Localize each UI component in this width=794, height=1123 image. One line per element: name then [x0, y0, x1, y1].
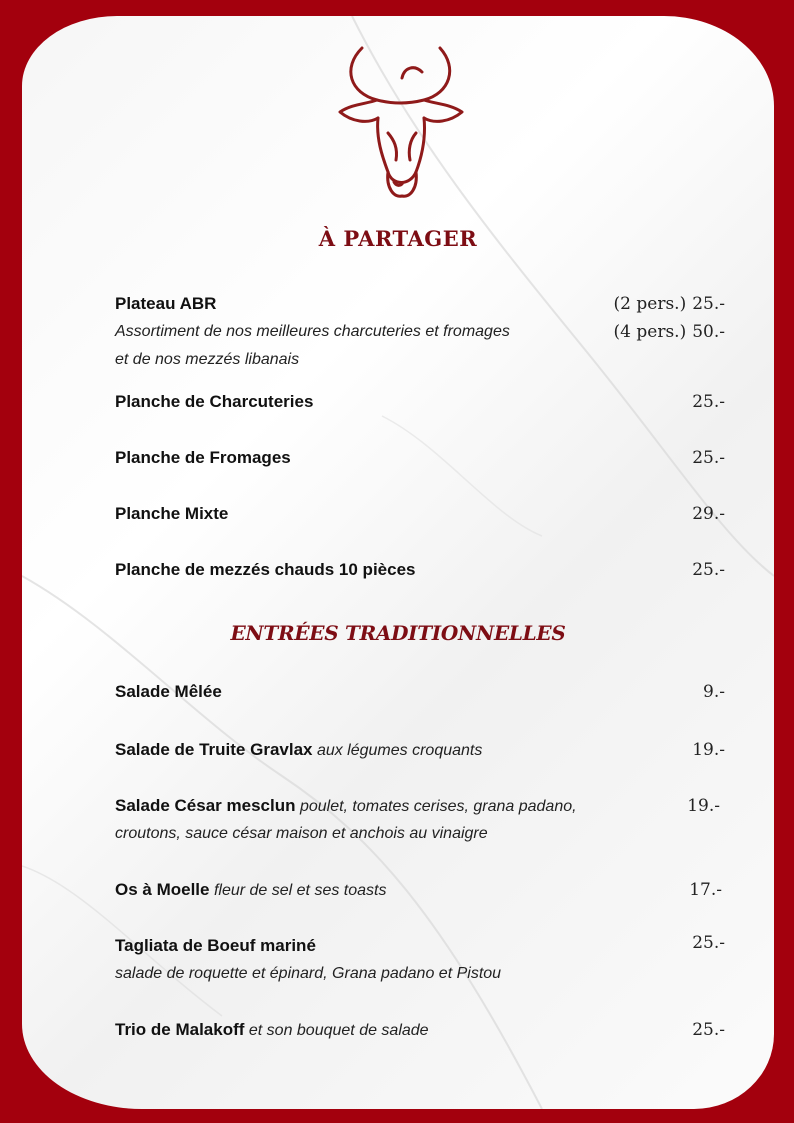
item-description: fleur de sel et ses toasts [213, 882, 387, 899]
item-price: 9.- [703, 682, 725, 702]
menu-item-tagliata [115, 932, 725, 988]
menu-card [22, 16, 774, 1109]
item-name: Plateau ABR [115, 294, 217, 313]
item-name: Planche de Charcuteries [115, 392, 314, 411]
item-name: Tagliata de Boeuf mariné [115, 936, 316, 955]
item-name: Planche de Fromages [115, 448, 291, 467]
menu-item-planche-charcuteries [115, 388, 725, 416]
item-description: poulet, tomates cerises, grana padano, [299, 798, 577, 815]
item-price: 29.- [692, 504, 725, 524]
bull-head-line-art-icon [332, 38, 468, 208]
item-name: Planche de mezzés chauds 10 pièces [115, 560, 416, 579]
item-price: (2 pers.) 25.- [613, 294, 725, 314]
section-title-a-partager: À PARTAGER [318, 226, 478, 251]
item-name: Trio de Malakoff [115, 1020, 245, 1039]
menu-item-salade-melee [115, 678, 725, 706]
item-price: 19.- [692, 740, 725, 760]
menu-item-salade-truite [115, 736, 725, 764]
menu-item-planche-mixte [115, 500, 725, 528]
item-price: 25.- [692, 448, 725, 468]
menu-item-plateau-abr [115, 290, 725, 374]
item-description: aux légumes croquants [316, 742, 483, 759]
item-description: et son bouquet de salade [248, 1022, 429, 1039]
item-name: Salade César mesclun [115, 796, 296, 815]
section-title-entrees: ENTRÉES TRADITIONNELLES [230, 621, 566, 645]
item-name: Salade Mêlée [115, 682, 222, 701]
item-price: 25.- [692, 933, 725, 953]
menu-item-salade-cesar [115, 792, 725, 848]
menu-item-os-a-moelle [115, 876, 725, 904]
item-price: 25.- [692, 1020, 725, 1040]
item-price: 19.- [687, 796, 720, 816]
menu-item-trio-malakoff [115, 1016, 725, 1044]
item-description: et de nos mezzés libanais [115, 351, 300, 368]
item-price: (4 pers.) 50.- [613, 322, 725, 342]
item-name: Os à Moelle [115, 880, 210, 899]
item-price: 25.- [692, 560, 725, 580]
item-description: Assortiment de nos meilleures charcuteries et fromages [115, 323, 510, 340]
item-name: Salade de Truite Gravlax [115, 740, 313, 759]
menu-item-planche-mezzes [115, 556, 725, 584]
item-price: 17.- [689, 880, 722, 900]
item-price: 25.- [692, 392, 725, 412]
menu-item-planche-fromages [115, 444, 725, 472]
item-name: Planche Mixte [115, 504, 229, 523]
item-description: croutons, sauce césar maison et anchois au vinaigre [115, 825, 488, 842]
item-description: salade de roquette et épinard, Grana padano et Pistou [115, 965, 502, 982]
